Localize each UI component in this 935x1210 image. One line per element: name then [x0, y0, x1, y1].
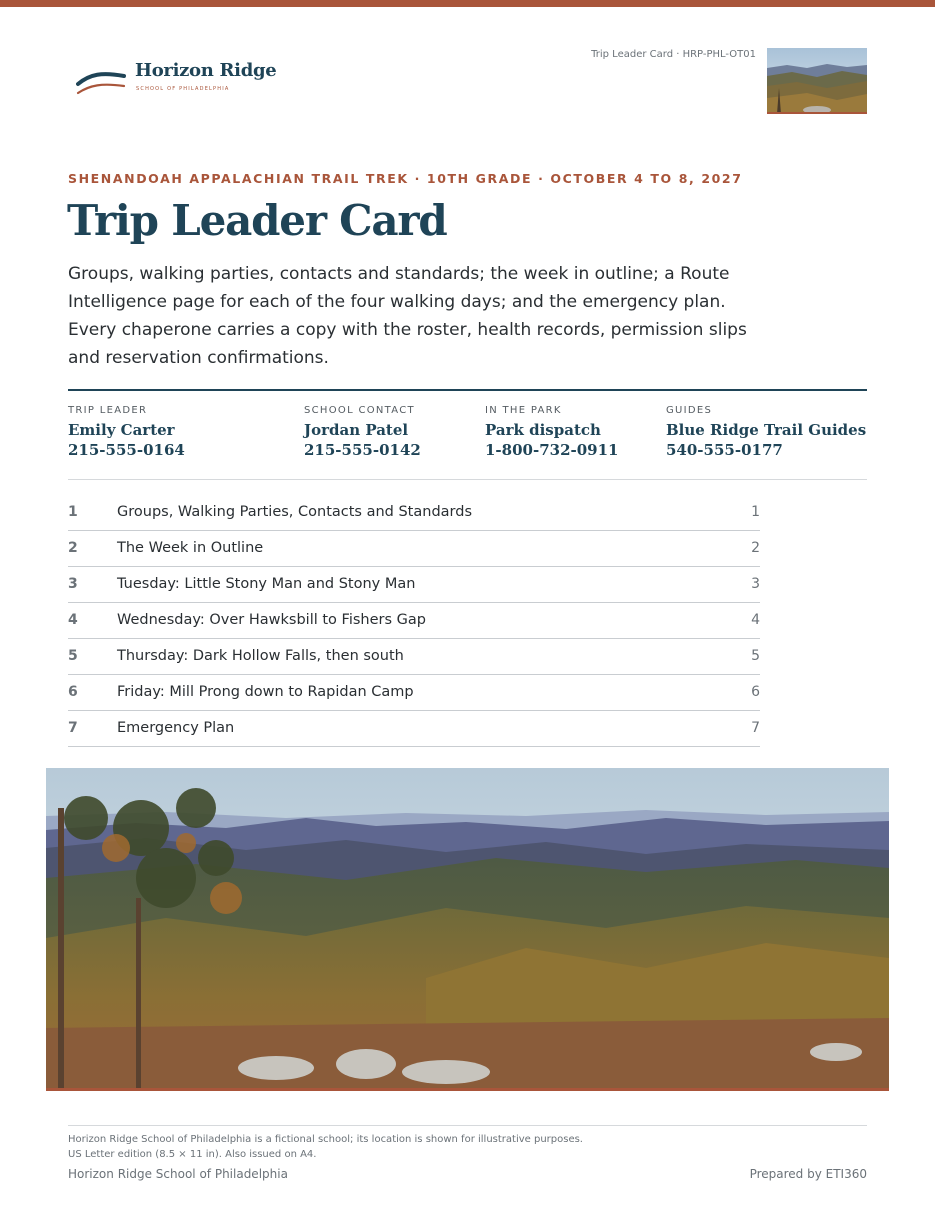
contact-trip-leader: [68, 405, 185, 459]
contact-guides: [666, 405, 866, 459]
toc-item[interactable]: [68, 639, 760, 675]
toc-page: 3: [751, 576, 760, 592]
trip-eyebrow: SHENANDOAH APPALACHIAN TRAIL TREK · 10TH GRADE · OCTOBER 4 TO 8, 2027: [68, 171, 743, 186]
toc-number: 3: [68, 576, 78, 592]
document-id: Trip Leader Card · HRP-PHL-OT01: [591, 49, 756, 60]
contact-name: Park dispatch: [485, 421, 601, 439]
contact-phone[interactable]: 540-555-0177: [666, 441, 783, 459]
contact-label: TRIP LEADER: [68, 405, 148, 416]
toc-item[interactable]: [68, 603, 760, 639]
contact-name: Emily Carter: [68, 421, 175, 439]
contact-phone[interactable]: 215-555-0164: [68, 441, 185, 459]
intro-paragraph: Groups, walking parties, contacts and standards; the week in outline; a Route Intelligence page for each of the four walking days; and the emergency plan. Every chaperone carries a copy with the roster, health records, permission slips and reservation confirmations.: [68, 264, 747, 368]
toc-number: 1: [68, 504, 78, 520]
toc-title: Emergency Plan: [117, 720, 235, 736]
contact-name: Blue Ridge Trail Guides: [666, 421, 867, 439]
page-title: Trip Leader Card: [67, 196, 447, 245]
toc-title: Thursday: Dark Hollow Falls, then south: [117, 648, 404, 664]
toc-number: 7: [68, 720, 78, 736]
toc-page: 5: [751, 648, 760, 664]
toc-item[interactable]: [68, 531, 760, 567]
top-accent-rule: [0, 0, 935, 7]
toc-item[interactable]: [68, 495, 760, 531]
toc-title: Friday: Mill Prong down to Rapidan Camp: [117, 684, 414, 700]
toc-title: The Week in Outline: [117, 540, 264, 556]
toc-title: Groups, Walking Parties, Contacts and Standards: [117, 504, 473, 520]
contact-school: [304, 405, 421, 459]
contact-park: [485, 405, 618, 459]
contact-label: GUIDES: [666, 405, 713, 416]
table-of-contents: [68, 495, 760, 747]
toc-number: 5: [68, 648, 78, 664]
school-logo: [76, 60, 276, 100]
contact-label: SCHOOL CONTACT: [304, 405, 415, 416]
toc-item[interactable]: [68, 711, 760, 747]
logo-subtitle: SCHOOL OF PHILADELPHIA: [136, 86, 230, 92]
toc-page: 2: [751, 540, 760, 556]
contacts-bottom-rule: [68, 479, 867, 480]
contact-label: IN THE PARK: [485, 405, 562, 416]
edition-note: US Letter edition (8.5 × 11 in). Also issued on A4.: [68, 1149, 317, 1160]
toc-item[interactable]: [68, 567, 760, 603]
shenandoah-landscape-photo: [46, 768, 889, 1091]
toc-item[interactable]: [68, 675, 760, 711]
mountain-overlook-thumbnail: [767, 48, 867, 114]
footer-rule: [68, 1125, 867, 1126]
ridge-wave-icon: [76, 66, 128, 96]
contacts-top-rule: [68, 389, 867, 391]
toc-number: 2: [68, 540, 78, 556]
contact-phone[interactable]: 215-555-0142: [304, 441, 421, 459]
toc-page: 1: [751, 504, 760, 520]
toc-title: Wednesday: Over Hawksbill to Fishers Gap: [117, 612, 426, 628]
toc-page: 6: [751, 684, 760, 700]
toc-number: 6: [68, 684, 78, 700]
footer-school-name: Horizon Ridge School of Philadelphia: [68, 1167, 288, 1181]
contact-phone[interactable]: 1-800-732-0911: [485, 441, 619, 459]
contact-name: Jordan Patel: [304, 421, 409, 439]
toc-title: Tuesday: Little Stony Man and Stony Man: [117, 576, 416, 592]
toc-number: 4: [68, 612, 78, 628]
fictional-disclaimer: Horizon Ridge School of Philadelphia is a fictional school; its location is shown for illustrative purposes.: [68, 1134, 583, 1145]
footer-prepared-by: Prepared by ETI360: [749, 1167, 867, 1181]
toc-page: 4: [751, 612, 760, 628]
toc-page: 7: [751, 720, 760, 736]
logo-wordmark: Horizon Ridge: [135, 60, 277, 81]
